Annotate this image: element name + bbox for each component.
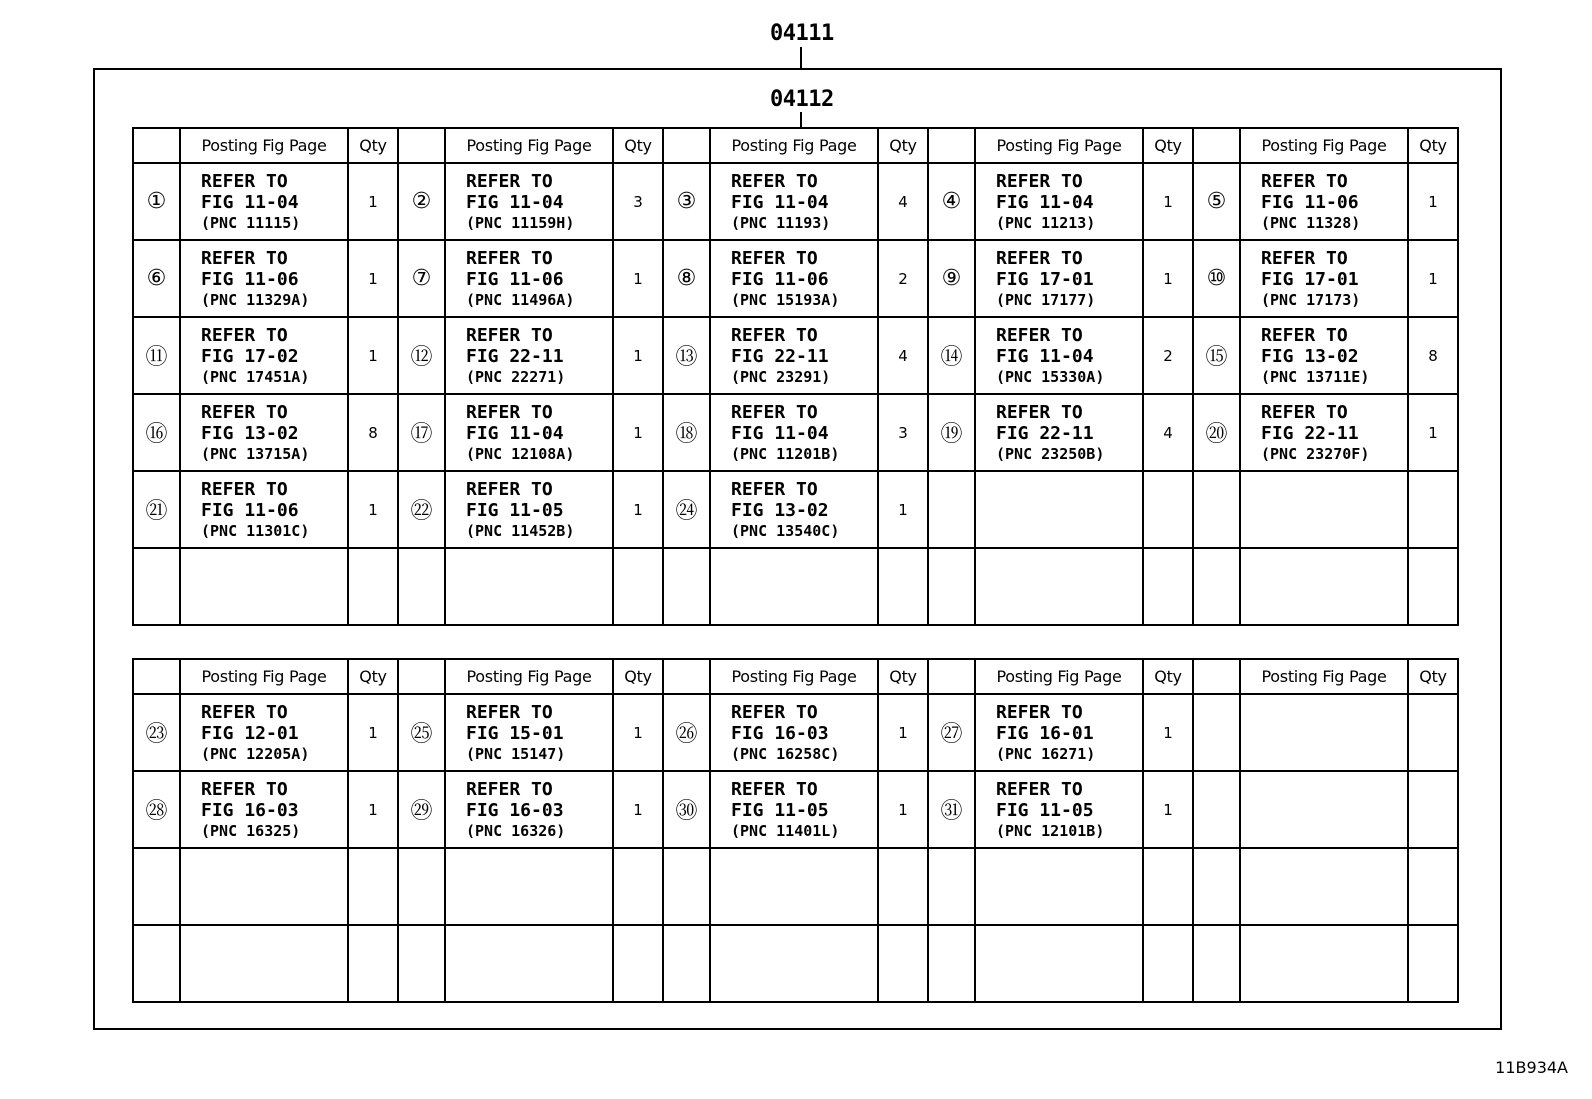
qty-value: 2 — [1143, 317, 1193, 394]
refer-to-label: REFER TO — [731, 778, 818, 800]
qty-value: 1 — [1143, 694, 1193, 771]
fig-page-ref: FIG 11-05 — [996, 799, 1094, 821]
refer-to-label: REFER TO — [731, 170, 818, 192]
posting-reference — [710, 694, 878, 771]
pnc-code: (PNC 11452B) — [466, 521, 575, 540]
table-row — [133, 925, 1458, 1002]
qty-value — [1408, 925, 1458, 1002]
qty-value: 1 — [878, 471, 928, 548]
table-row — [133, 471, 1458, 548]
qty-value — [613, 925, 663, 1002]
posting-reference — [975, 548, 1143, 625]
refer-to-label: REFER TO — [731, 478, 818, 500]
pnc-code: (PNC 16258C) — [731, 744, 840, 763]
posting-reference — [445, 548, 613, 625]
qty-value — [613, 848, 663, 925]
qty-value: 2 — [878, 240, 928, 317]
fig-page-ref: FIG 13-02 — [201, 422, 299, 444]
posting-reference — [445, 240, 613, 317]
item-number: ㉒ — [398, 471, 445, 548]
fig-page-ref: FIG 15-01 — [466, 722, 564, 744]
fig-page-ref: FIG 22-11 — [731, 345, 829, 367]
header-posting-fig-page: Posting Fig Page — [445, 128, 613, 163]
qty-value — [348, 925, 398, 1002]
pnc-code: (PNC 22271) — [466, 367, 566, 386]
qty-value: 1 — [613, 771, 663, 848]
pnc-code: (PNC 11496A) — [466, 290, 575, 309]
posting-reference — [445, 771, 613, 848]
pnc-code: (PNC 23291) — [731, 367, 831, 386]
refer-to-label: REFER TO — [996, 324, 1083, 346]
item-number: ⑫ — [398, 317, 445, 394]
pnc-code: (PNC 12205A) — [201, 744, 310, 763]
qty-value: 1 — [878, 694, 928, 771]
posting-reference — [1240, 848, 1408, 925]
posting-reference — [1240, 317, 1408, 394]
header-index-cell — [133, 659, 180, 694]
posting-reference — [710, 317, 878, 394]
pnc-code: (PNC 17177) — [996, 290, 1096, 309]
item-number — [663, 548, 710, 625]
pnc-code: (PNC 11301C) — [201, 521, 310, 540]
qty-value: 1 — [348, 240, 398, 317]
item-number: ㉔ — [663, 471, 710, 548]
item-number: ⑥ — [133, 240, 180, 317]
item-number: ㉕ — [398, 694, 445, 771]
item-number — [398, 925, 445, 1002]
posting-reference — [180, 163, 348, 240]
posting-reference — [710, 240, 878, 317]
posting-reference — [975, 471, 1143, 548]
pnc-code: (PNC 23270F) — [1261, 444, 1370, 463]
posting-reference — [180, 240, 348, 317]
posting-reference — [180, 694, 348, 771]
posting-reference — [1240, 163, 1408, 240]
item-number — [928, 548, 975, 625]
refer-to-label: REFER TO — [201, 778, 288, 800]
item-number — [663, 848, 710, 925]
header-index-cell — [398, 659, 445, 694]
reference-table-lower — [132, 658, 1459, 1003]
pnc-code: (PNC 17173) — [1261, 290, 1361, 309]
item-number: ㉑ — [133, 471, 180, 548]
refer-to-label: REFER TO — [1261, 170, 1348, 192]
posting-reference — [1240, 471, 1408, 548]
posting-reference — [445, 848, 613, 925]
inner-leader-line — [800, 112, 802, 128]
pnc-code: (PNC 11401L) — [731, 821, 840, 840]
header-index-cell — [1193, 128, 1240, 163]
posting-reference — [710, 925, 878, 1002]
refer-to-label: REFER TO — [996, 701, 1083, 723]
posting-reference — [445, 317, 613, 394]
item-number — [1193, 771, 1240, 848]
refer-to-label: REFER TO — [996, 247, 1083, 269]
header-posting-fig-page: Posting Fig Page — [1240, 128, 1408, 163]
header-index-cell — [663, 659, 710, 694]
posting-reference — [180, 394, 348, 471]
posting-reference — [445, 471, 613, 548]
header-qty: Qty — [1143, 659, 1193, 694]
header-posting-fig-page: Posting Fig Page — [180, 659, 348, 694]
item-number: ⑭ — [928, 317, 975, 394]
item-number: ⑱ — [663, 394, 710, 471]
qty-value — [348, 848, 398, 925]
qty-value — [1408, 848, 1458, 925]
fig-page-ref: FIG 11-04 — [201, 191, 299, 213]
qty-value — [1408, 471, 1458, 548]
header-index-cell — [928, 128, 975, 163]
fig-page-ref: FIG 17-01 — [996, 268, 1094, 290]
posting-reference — [710, 771, 878, 848]
refer-to-label: REFER TO — [996, 170, 1083, 192]
posting-reference — [180, 471, 348, 548]
header-index-cell — [663, 128, 710, 163]
pnc-code: (PNC 11213) — [996, 213, 1096, 232]
table-header-row — [133, 128, 1458, 163]
posting-reference — [1240, 240, 1408, 317]
header-qty: Qty — [1143, 128, 1193, 163]
item-number — [1193, 925, 1240, 1002]
qty-value: 1 — [613, 317, 663, 394]
fig-page-ref: FIG 11-04 — [996, 345, 1094, 367]
qty-value: 1 — [613, 394, 663, 471]
table-row — [133, 394, 1458, 471]
pnc-code: (PNC 15193A) — [731, 290, 840, 309]
posting-reference — [1240, 771, 1408, 848]
item-number — [1193, 548, 1240, 625]
pnc-code: (PNC 11329A) — [201, 290, 310, 309]
item-number: ⑰ — [398, 394, 445, 471]
refer-to-label: REFER TO — [201, 324, 288, 346]
item-number — [1193, 848, 1240, 925]
posting-reference — [710, 848, 878, 925]
item-number: ㉙ — [398, 771, 445, 848]
item-number — [1193, 471, 1240, 548]
header-qty: Qty — [613, 128, 663, 163]
qty-value: 3 — [878, 394, 928, 471]
header-qty: Qty — [348, 659, 398, 694]
pnc-code: (PNC 17451A) — [201, 367, 310, 386]
posting-reference — [710, 471, 878, 548]
qty-value: 1 — [348, 317, 398, 394]
fig-page-ref: FIG 22-11 — [996, 422, 1094, 444]
posting-reference — [1240, 694, 1408, 771]
posting-reference — [1240, 548, 1408, 625]
pnc-code: (PNC 16326) — [466, 821, 566, 840]
outer-assembly-code: 04111 — [770, 21, 834, 46]
refer-to-label: REFER TO — [1261, 247, 1348, 269]
fig-page-ref: FIG 11-05 — [466, 499, 564, 521]
item-number — [928, 471, 975, 548]
posting-reference — [710, 163, 878, 240]
refer-to-label: REFER TO — [466, 170, 553, 192]
qty-value — [1408, 771, 1458, 848]
qty-value — [1143, 471, 1193, 548]
table-header-row — [133, 659, 1458, 694]
refer-to-label: REFER TO — [731, 247, 818, 269]
qty-value — [348, 548, 398, 625]
posting-reference — [445, 394, 613, 471]
item-number — [133, 925, 180, 1002]
qty-value: 1 — [613, 471, 663, 548]
fig-page-ref: FIG 11-06 — [1261, 191, 1359, 213]
posting-reference — [1240, 394, 1408, 471]
item-number: ㉚ — [663, 771, 710, 848]
item-number: ③ — [663, 163, 710, 240]
posting-reference — [975, 848, 1143, 925]
header-qty: Qty — [878, 659, 928, 694]
header-posting-fig-page: Posting Fig Page — [445, 659, 613, 694]
inner-assembly-code: 04112 — [770, 87, 834, 112]
qty-value — [878, 548, 928, 625]
posting-reference — [445, 163, 613, 240]
posting-reference — [975, 925, 1143, 1002]
refer-to-label: REFER TO — [466, 324, 553, 346]
table-row — [133, 694, 1458, 771]
header-qty: Qty — [1408, 128, 1458, 163]
item-number — [398, 548, 445, 625]
item-number: ⑨ — [928, 240, 975, 317]
qty-value: 1 — [348, 163, 398, 240]
refer-to-label: REFER TO — [1261, 324, 1348, 346]
pnc-code: (PNC 13715A) — [201, 444, 310, 463]
qty-value: 1 — [348, 694, 398, 771]
item-number — [928, 848, 975, 925]
item-number: ㉖ — [663, 694, 710, 771]
item-number — [133, 848, 180, 925]
header-posting-fig-page: Posting Fig Page — [710, 659, 878, 694]
header-qty: Qty — [878, 128, 928, 163]
header-posting-fig-page: Posting Fig Page — [975, 659, 1143, 694]
fig-page-ref: FIG 11-04 — [996, 191, 1094, 213]
fig-page-ref: FIG 11-04 — [466, 422, 564, 444]
qty-value: 1 — [1143, 240, 1193, 317]
header-posting-fig-page: Posting Fig Page — [710, 128, 878, 163]
header-index-cell — [928, 659, 975, 694]
refer-to-label: REFER TO — [466, 701, 553, 723]
refer-to-label: REFER TO — [201, 247, 288, 269]
posting-reference — [1240, 925, 1408, 1002]
refer-to-label: REFER TO — [201, 478, 288, 500]
header-qty: Qty — [613, 659, 663, 694]
header-index-cell — [1193, 659, 1240, 694]
fig-page-ref: FIG 22-11 — [466, 345, 564, 367]
refer-to-label: REFER TO — [466, 478, 553, 500]
item-number: ⑦ — [398, 240, 445, 317]
qty-value — [613, 548, 663, 625]
qty-value: 4 — [878, 317, 928, 394]
outer-leader-line — [800, 47, 802, 68]
item-number — [398, 848, 445, 925]
posting-reference — [975, 317, 1143, 394]
qty-value — [1143, 925, 1193, 1002]
qty-value — [1408, 694, 1458, 771]
fig-page-ref: FIG 16-03 — [201, 799, 299, 821]
qty-value: 1 — [613, 694, 663, 771]
posting-reference — [445, 694, 613, 771]
posting-reference — [975, 240, 1143, 317]
fig-page-ref: FIG 13-02 — [1261, 345, 1359, 367]
fig-page-ref: FIG 11-06 — [731, 268, 829, 290]
table-row — [133, 848, 1458, 925]
header-qty: Qty — [348, 128, 398, 163]
fig-page-ref: FIG 11-04 — [466, 191, 564, 213]
pnc-code: (PNC 11328) — [1261, 213, 1361, 232]
refer-to-label: REFER TO — [996, 401, 1083, 423]
illustration-code: 11B934A — [1495, 1058, 1568, 1077]
item-number: ⑯ — [133, 394, 180, 471]
refer-to-label: REFER TO — [466, 247, 553, 269]
table-row — [133, 163, 1458, 240]
qty-value: 1 — [878, 771, 928, 848]
pnc-code: (PNC 16271) — [996, 744, 1096, 763]
refer-to-label: REFER TO — [996, 778, 1083, 800]
qty-value: 1 — [1143, 771, 1193, 848]
item-number: ⑲ — [928, 394, 975, 471]
header-index-cell — [133, 128, 180, 163]
item-number: ㉓ — [133, 694, 180, 771]
refer-to-label: REFER TO — [201, 401, 288, 423]
posting-reference — [180, 548, 348, 625]
fig-page-ref: FIG 11-04 — [731, 191, 829, 213]
header-index-cell — [398, 128, 445, 163]
posting-reference — [975, 394, 1143, 471]
fig-page-ref: FIG 11-05 — [731, 799, 829, 821]
fig-page-ref: FIG 17-01 — [1261, 268, 1359, 290]
pnc-code: (PNC 13711E) — [1261, 367, 1370, 386]
qty-value: 1 — [1408, 163, 1458, 240]
table-row — [133, 548, 1458, 625]
refer-to-label: REFER TO — [731, 324, 818, 346]
posting-reference — [180, 848, 348, 925]
qty-value: 1 — [348, 471, 398, 548]
pnc-code: (PNC 15147) — [466, 744, 566, 763]
fig-page-ref: FIG 11-06 — [201, 499, 299, 521]
qty-value: 1 — [1408, 240, 1458, 317]
item-number: ⑳ — [1193, 394, 1240, 471]
qty-value — [1408, 548, 1458, 625]
qty-value — [878, 848, 928, 925]
item-number: ⑪ — [133, 317, 180, 394]
posting-reference — [180, 317, 348, 394]
item-number: ④ — [928, 163, 975, 240]
pnc-code: (PNC 11115) — [201, 213, 301, 232]
pnc-code: (PNC 12101B) — [996, 821, 1105, 840]
item-number: ㉗ — [928, 694, 975, 771]
item-number — [663, 925, 710, 1002]
header-qty: Qty — [1408, 659, 1458, 694]
item-number: ⑧ — [663, 240, 710, 317]
item-number: ⑤ — [1193, 163, 1240, 240]
qty-value — [1143, 548, 1193, 625]
fig-page-ref: FIG 22-11 — [1261, 422, 1359, 444]
qty-value: 1 — [1408, 394, 1458, 471]
posting-reference — [975, 771, 1143, 848]
fig-page-ref: FIG 16-01 — [996, 722, 1094, 744]
item-number: ㉘ — [133, 771, 180, 848]
qty-value — [878, 925, 928, 1002]
table-row — [133, 317, 1458, 394]
table-row — [133, 771, 1458, 848]
header-posting-fig-page: Posting Fig Page — [180, 128, 348, 163]
item-number: ⑩ — [1193, 240, 1240, 317]
item-number: ⑬ — [663, 317, 710, 394]
fig-page-ref: FIG 17-02 — [201, 345, 299, 367]
qty-value: 4 — [1143, 394, 1193, 471]
refer-to-label: REFER TO — [1261, 401, 1348, 423]
posting-reference — [180, 771, 348, 848]
posting-reference — [180, 925, 348, 1002]
posting-reference — [975, 694, 1143, 771]
fig-page-ref: FIG 11-04 — [731, 422, 829, 444]
pnc-code: (PNC 12108A) — [466, 444, 575, 463]
posting-reference — [975, 163, 1143, 240]
qty-value: 3 — [613, 163, 663, 240]
pnc-code: (PNC 23250B) — [996, 444, 1105, 463]
qty-value — [1143, 848, 1193, 925]
refer-to-label: REFER TO — [201, 701, 288, 723]
pnc-code: (PNC 11201B) — [731, 444, 840, 463]
fig-page-ref: FIG 16-03 — [466, 799, 564, 821]
header-posting-fig-page: Posting Fig Page — [1240, 659, 1408, 694]
refer-to-label: REFER TO — [466, 401, 553, 423]
qty-value: 1 — [1143, 163, 1193, 240]
qty-value: 8 — [348, 394, 398, 471]
fig-page-ref: FIG 16-03 — [731, 722, 829, 744]
item-number: ② — [398, 163, 445, 240]
reference-table-upper — [132, 127, 1459, 626]
qty-value: 8 — [1408, 317, 1458, 394]
table-row — [133, 240, 1458, 317]
header-posting-fig-page: Posting Fig Page — [975, 128, 1143, 163]
refer-to-label: REFER TO — [466, 778, 553, 800]
refer-to-label: REFER TO — [731, 401, 818, 423]
posting-reference — [445, 925, 613, 1002]
item-number: ㉛ — [928, 771, 975, 848]
qty-value: 1 — [348, 771, 398, 848]
item-number — [1193, 694, 1240, 771]
fig-page-ref: FIG 11-06 — [466, 268, 564, 290]
pnc-code: (PNC 15330A) — [996, 367, 1105, 386]
item-number — [133, 548, 180, 625]
posting-reference — [710, 548, 878, 625]
posting-reference — [710, 394, 878, 471]
qty-value: 4 — [878, 163, 928, 240]
qty-value: 1 — [613, 240, 663, 317]
refer-to-label: REFER TO — [201, 170, 288, 192]
fig-page-ref: FIG 11-06 — [201, 268, 299, 290]
pnc-code: (PNC 11159H) — [466, 213, 575, 232]
item-number: ① — [133, 163, 180, 240]
pnc-code: (PNC 16325) — [201, 821, 301, 840]
item-number — [928, 925, 975, 1002]
fig-page-ref: FIG 13-02 — [731, 499, 829, 521]
fig-page-ref: FIG 12-01 — [201, 722, 299, 744]
pnc-code: (PNC 11193) — [731, 213, 831, 232]
pnc-code: (PNC 13540C) — [731, 521, 840, 540]
refer-to-label: REFER TO — [731, 701, 818, 723]
item-number: ⑮ — [1193, 317, 1240, 394]
